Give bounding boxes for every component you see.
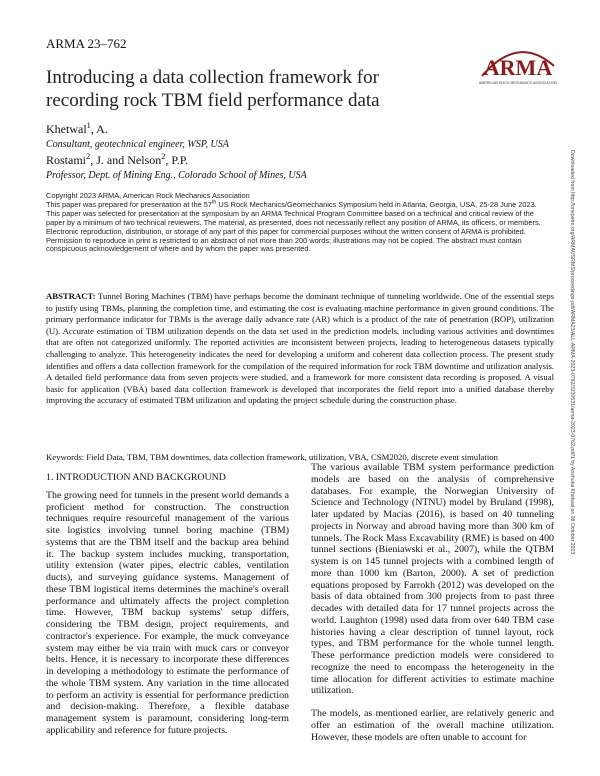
author-3-initial: , P.P. bbox=[165, 153, 189, 167]
author-2-affiliation: Professor, Dept. of Mining Eng., Colorado School of Mines, USA bbox=[46, 170, 307, 181]
left-column bbox=[46, 472, 289, 737]
copyright-body-b: US Rock Mechanics/Geomechanics Symposium held in Atlanta, Georgia, USA, 25-28 June 2023. This paper was selected for presentation at the symposium by an ARMA Technical Program Committee based on a technical and critical review of the paper by a minimum of two technical reviewers. The material, as presented, does not necessarily reflect any position of ARMA, its officers, or members. Electronic reproduction, distribution, or storage of any part of this paper for commercial purposes without the written consent of ARMA is prohibited. Permission to reproduce in print is restricted to an abstract of not more than 200 words; illustrations may not be copied. The abstract must contain conspicuous acknowledgement of where and by whom the paper was presented. bbox=[46, 199, 541, 254]
copyright-body bbox=[46, 201, 548, 254]
abstract bbox=[46, 291, 554, 407]
author-1-affiliation: Consultant, geotechnical engineer, WSP, USA bbox=[46, 139, 229, 150]
paper-id: ARMA 23–762 bbox=[46, 36, 127, 51]
abstract-label: ABSTRACT: bbox=[46, 291, 96, 301]
section-heading: 1. INTRODUCTION AND BACKGROUND bbox=[46, 472, 226, 483]
copyright-sup: th bbox=[211, 199, 217, 206]
logo-subtext: AMERICAN ROCK MECHANICS ASSOCIATION bbox=[478, 81, 558, 85]
author-1-initial: , A. bbox=[90, 122, 108, 136]
paper-title: Introducing a data collection framework for recording rock TBM field performance data bbox=[46, 67, 380, 111]
author-2-sup: 2 bbox=[86, 152, 91, 161]
abstract-text: Tunnel Boring Machines (TBM) have perhaps become the dominant technique of tunneling worldwide. One of the essential steps to justify using TBMs, planning the completion time, and estimating the cost is evaluating machine performance in given ground conditions. The primary performance indicator for TBMs is the average daily advance rate (AR) which is a product of the rate of penetration (ROP), utilization (U). Accurate estimation of TBM utilization depends on the data set used in the prediction models, including various activities and downtimes that are often not categorized uniformly. The reported activities are inconsistent between projects, leading to heterogeneous datasets typically challenging to analyze. This heterogeneity indicates the need for developing a uniform and coherent data collection process. The present study identifies and offers a data collection framework for the compilation of the required information for rock TBM downtime and utilization analysis. A detailed field performance data from seven projects were studied, and a framework for more consistent data recording is proposed. A visual basic for application (VBA) based data collection framework is developed that incorporates the field report into a unified database thereby improving the accuracy of estimated TBM utilization and updating the project schedule during the construction phase. bbox=[46, 291, 554, 406]
download-watermark: Downloaded from http://onepetro.org/ARMAUSRMS/proceedings-pdf/ARMA23/ALL-ARMA-2023-0762/3230531/arma-2023-0762.pdf/1 by Anshuka Khetwal on 08 October 2023 bbox=[569, 150, 575, 555]
arma-logo bbox=[478, 42, 558, 88]
logo-text: ARMA bbox=[483, 55, 553, 80]
author-2 bbox=[46, 153, 188, 168]
copyright-body-a: This paper was prepared for presentation at the 57 bbox=[46, 199, 212, 209]
author-1-name: Khetwal bbox=[46, 122, 87, 136]
intro-paragraph-2: The various available TBM system performance prediction models are based on the analysis of comprehensive databases. For example, the Norwegian University of Science and Technology (NTNU) model by Bruland (1998), later updated by Macias (2016), is based on 40 tunneling projects in Norway and abroad having more than 300 km of tunnels. The Rock Mass Excavability (RME) is based on 400 tunnel sections (Bieniawski et al., 2007), while the QTBM system is on 145 tunnel projects with a combined length of more than 1000 km (Barton, 2000). A set of prediction equations proposed by Farrokh (2012) was developed on the basis of data obtained from 300 projects from to past three decades with detailed data for 17 tunnel projects across the world. Laughton (1998) used data from over 640 TBM case histories having a clear description of tunnel layout, rock types, and TBM performance for the whole tunnel length. These performance prediction models were considered to recognize the need to encompass the heterogeneity in the time allocation for different activities to estimate machine utilization. bbox=[311, 462, 554, 697]
author-2-mid: , J. and Nelson bbox=[90, 153, 162, 167]
intro-paragraph-3: The models, as mentioned earlier, are relatively generic and offer an estimation of the overall machine utilization. However, these models are often unable to account for bbox=[311, 708, 554, 743]
intro-paragraph-1: The growing need for tunnels in the present world demands a proficient method for construction. The construction techniques require resourceful management of the various site logistics involving tunnel boring machine (TBM) systems that are the TBM itself and the backup area behind it. The backup system includes mucking, transportation, utility extension (water pipes, electric cables, ventilation ducts), and surveying guidance systems. Management of these TBM logistical items determines the machine's overall performance and ultimately affects the project completion time. However, TBM backup systems' setup differs, considering the TBM design, project requirements, and contractor's experience. For example, the muck conveyance system may either be via train with muck cars or conveyor belts. Hence, it is necessary to incorporate these differences in developing a methodology to estimate the performance of the whole TBM system. Any variation in the time allocated to perform an activity is essential for performance prediction and decision-making. Therefore, a flexible database management system is paramount, considering long-term applicability and reference for future projects. bbox=[46, 489, 289, 736]
author-1 bbox=[46, 122, 108, 137]
author-3-sup: 2 bbox=[161, 152, 166, 161]
copyright-notice bbox=[46, 192, 548, 254]
keywords: Keywords: Field Data, TBM, TBM downtimes, data collection framework, utilization, VBA, CSM2020, discrete event simulation bbox=[46, 452, 498, 462]
author-2-name: Rostami bbox=[46, 153, 87, 167]
copyright-line: Copyright 2023 ARMA, American Rock Mechanics Association bbox=[46, 191, 250, 200]
right-column bbox=[311, 462, 554, 743]
author-1-sup: 1 bbox=[86, 121, 91, 130]
